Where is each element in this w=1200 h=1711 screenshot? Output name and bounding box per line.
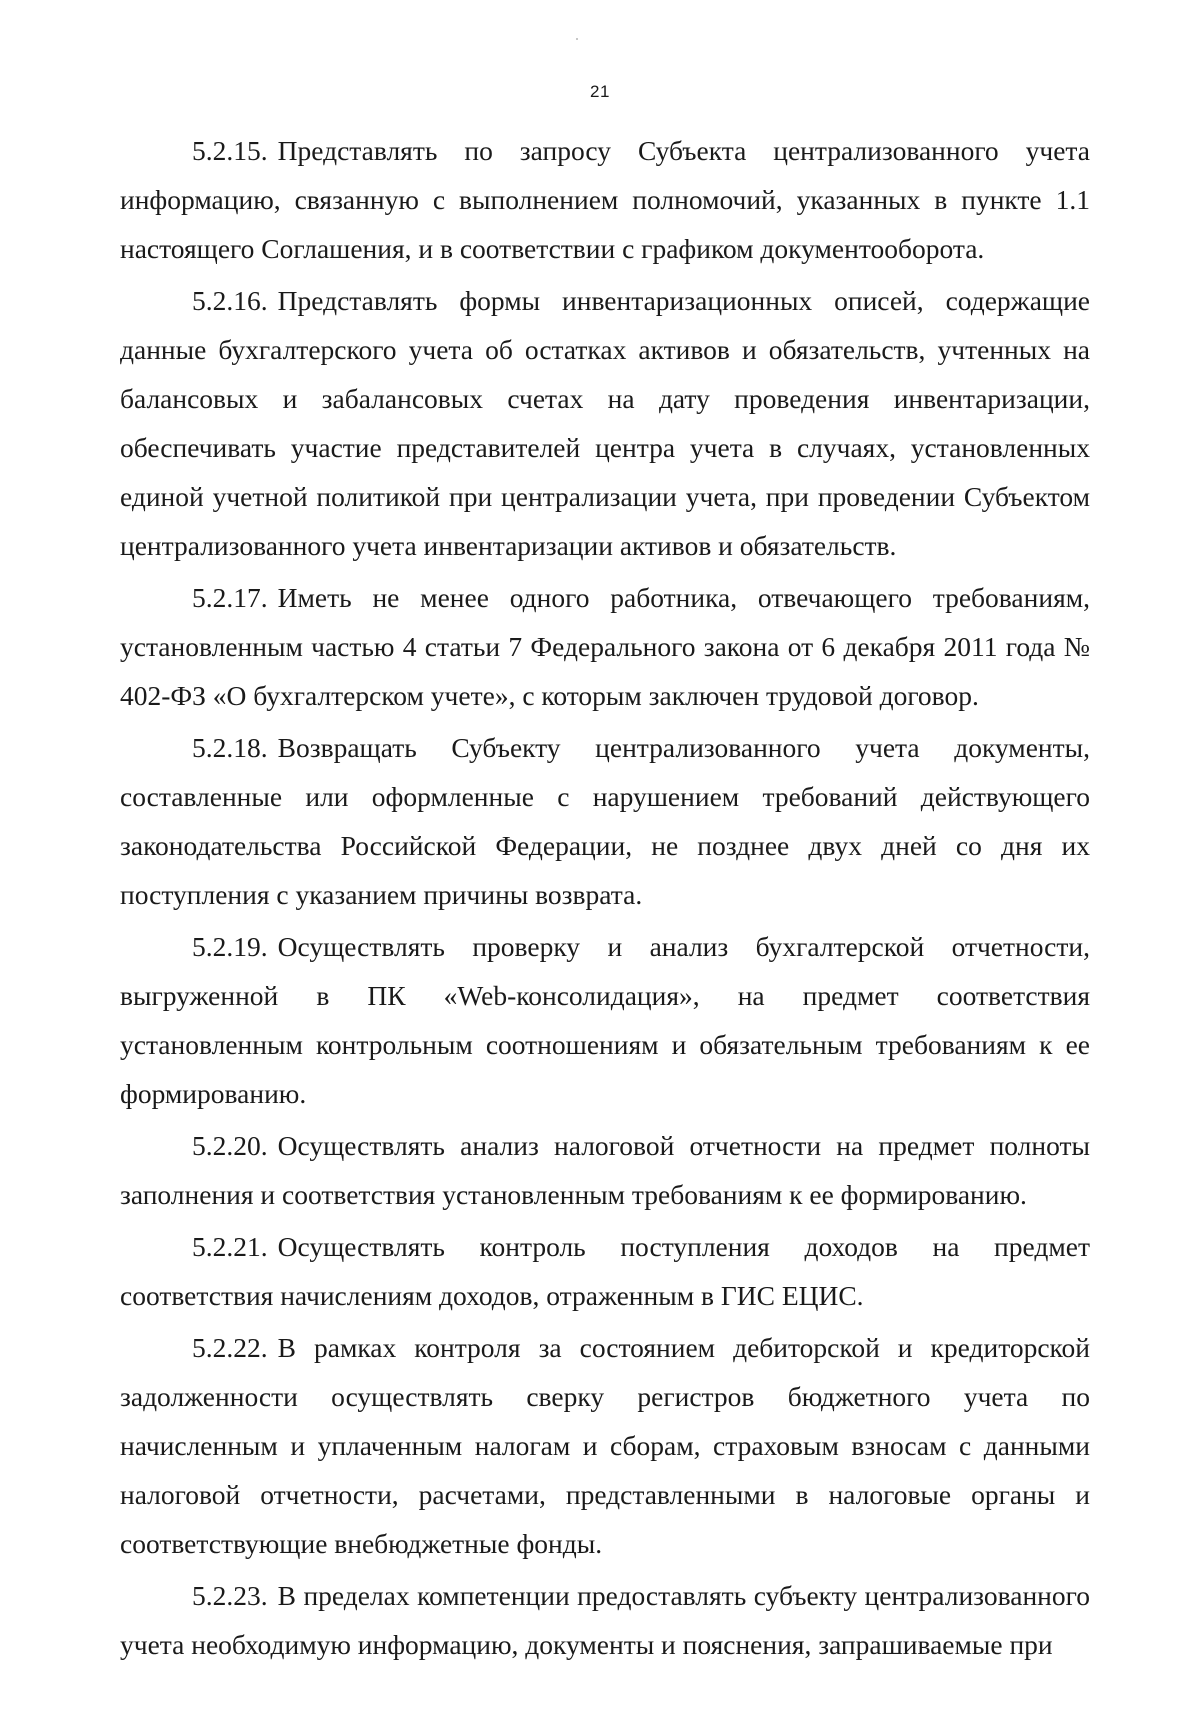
clause-number: 5.2.15.: [192, 135, 268, 166]
clause-5-2-21: [120, 1222, 1090, 1320]
clause-5-2-19: [120, 922, 1090, 1118]
clause-text: В рамках контроля за состоянием дебиторской и кредиторской задолженности осуществлять сверку регистров бюджетного учета по начисленным и уплаченным налогам и сборам, страховым взносам с данными налоговой отчетности, расчетами, представленными в налоговые органы и соответствующие внебюджетные фонды.: [120, 1332, 1090, 1559]
clause-text: Осуществлять анализ налоговой отчетности на предмет полноты заполнения и соответствия установленным требованиям к ее формированию.: [120, 1130, 1090, 1210]
clause-text: Представлять по запросу Субъекта централизованного учета информацию, связанную с выполнением полномочий, указанных в пункте 1.1 настоящего Соглашения, и в соответствии с графиком документооборота.: [120, 135, 1090, 264]
clause-5-2-20: [120, 1121, 1090, 1219]
clause-number: 5.2.17.: [192, 582, 268, 613]
clause-text: Осуществлять контроль поступления доходов на предмет соответствия начислениям доходов, отраженным в ГИС ЕЦИС.: [120, 1231, 1090, 1311]
clause-text: Представлять формы инвентаризационных описей, содержащие данные бухгалтерского учета об остатках активов и обязательств, учтенных на балансовых и забалансовых счетах на дату проведения инвентаризации, обеспечивать участие представителей центра учета в случаях, установленных единой учетной политикой при централизации учета, при проведении Субъектом централизованного учета инвентаризации активов и обязательств.: [120, 285, 1090, 561]
clause-number: 5.2.16.: [192, 285, 268, 316]
clause-number: 5.2.22.: [192, 1332, 268, 1363]
clause-5-2-22: [120, 1323, 1090, 1568]
clause-number: 5.2.21.: [192, 1231, 268, 1262]
clause-5-2-15: [120, 126, 1090, 273]
clause-text: Иметь не менее одного работника, отвечающего требованиям, установленным частью 4 статьи 7 Федерального закона от 6 декабря 2011 года № 402-ФЗ «О бухгалтерском учете», с которым заключен трудовой договор.: [120, 582, 1090, 711]
document-body: [120, 126, 1090, 1672]
clause-5-2-16: [120, 276, 1090, 570]
clause-text: Осуществлять проверку и анализ бухгалтерской отчетности, выгруженной в ПК «Web-консолидация», на предмет соответствия установленным контрольным соотношениям и обязательным требованиям к ее формированию.: [120, 931, 1090, 1109]
clause-number: 5.2.19.: [192, 931, 268, 962]
clause-5-2-17: [120, 573, 1090, 720]
clause-5-2-18: [120, 723, 1090, 919]
clause-text: В пределах компетенции предоставлять субъекту централизованного учета необходимую информацию, документы и пояснения, запрашиваемые при: [120, 1580, 1090, 1660]
scan-speck: [576, 38, 578, 40]
page-number: 21: [590, 82, 610, 101]
clause-number: 5.2.20.: [192, 1130, 268, 1161]
clause-5-2-23: [120, 1571, 1090, 1669]
clause-text: Возвращать Субъекту централизованного учета документы, составленные или оформленные с нарушением требований действующего законодательства Российской Федерации, не позднее двух дней со дня их поступления с указанием причины возврата.: [120, 732, 1090, 910]
clause-number: 5.2.18.: [192, 732, 268, 763]
clause-number: 5.2.23.: [192, 1580, 268, 1611]
